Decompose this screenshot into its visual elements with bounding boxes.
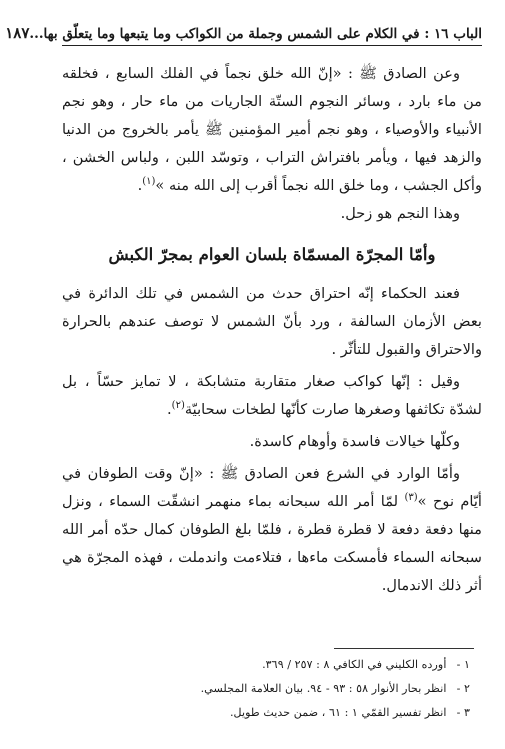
footnote-text: أورده الكليني في الكافي ٨ : ٢٥٧ / ٣٦٩. (262, 658, 447, 671)
footnote-text: انظر بحار الأنوار ٥٨ : ٩٣ - ٩٤. بيان العلامة المجلسي. (200, 682, 447, 695)
paragraph-end: . (137, 177, 143, 194)
paragraph-end: . (167, 401, 172, 418)
book-page (5, 20, 482, 732)
paragraph-sadiq-saturn (62, 60, 482, 200)
page-body (62, 60, 482, 600)
paragraph-text: وعن الصادق ﷺ : «إنّ الله خلق نجماً في الفلك السابع ، فخلقه من ماء بارد ، وسائر النجوم الستّة الجاريات من ماء حار ، وهو نجم الأنبياء والأوصياء ، وهو نجم أمير المؤمنين ﷺ يأمر بالخروج من الدنيا والزهد فيها ، ويأمر بافتراش التراب ، وتوسّد اللبن ، ولباس الخشن ، وأكل الجشب ، وما خلق الله نجماً أقرب إلى الله منه » (62, 65, 482, 194)
paragraph-philosophers: فعند الحكماء إنّه احتراق حدث من الشمس في تلك الدائرة في بعض الأزمان السالفة ، ورد بأنّ الشمس لا توصف عندهم بالحرارة والاحتراق والقبول للتأثّر . (62, 285, 482, 358)
paragraph-flood (62, 460, 482, 600)
footnote-3 (62, 701, 482, 725)
footnote-number: ٣ - (456, 706, 470, 719)
footnote-ref-3[interactable]: (٣) (404, 492, 418, 504)
header-chapter-title: الباب ١٦ : في الكلام على الشمس وجملة من الكواكب وما يتبعها وما يتعلّق بها (43, 26, 482, 42)
header-dots: ... (29, 26, 44, 42)
footnote-ref-2[interactable]: (٢) (171, 400, 185, 412)
footnote-number: ١ - (456, 658, 470, 671)
paragraph-text: وقيل : إنّها كواكب صغار متقاربة متشابكة ، لا تمايز حسّاً ، بل لشدّة تكاثفها وصغرها صارت كأنّها لطخات سحابيّة (62, 373, 482, 418)
footnotes (62, 648, 482, 725)
paragraph-text-continued: لمّا أمر الله سبحانه بماء منهمر انشقّت السماء ، ونزل منها دفعة دفعة لا قطرة قطرة ، فلمّا بلغ الطوفان كمال حدّه أمر الله سبحانه السماء فأمسكت ماءها ، فتلاءمت واندملت ، فهذه المجرّة هي أثر ذلك الاندمال. (62, 493, 482, 594)
footnote-number: ٢ - (456, 682, 470, 695)
footnote-2 (62, 677, 482, 701)
section-heading-milky-way: وأمّا المجرّة المسمّاة بلسان العوام بمجرّ الكبش (108, 245, 436, 264)
paragraph-false-notions: وكلّها خيالات فاسدة وأوهام كاسدة. (249, 433, 460, 450)
footnote-text: انظر تفسير القمّي ١ : ٦١ ، ضمن حديث طويل. (229, 706, 447, 719)
paragraph-stars-cluster (62, 368, 482, 424)
footnote-ref-1[interactable]: (١) (142, 176, 156, 188)
page-number: ١٨٧ (5, 24, 30, 42)
paragraph-saturn: وهذا النجم هو زحل. (340, 205, 460, 222)
running-header (5, 20, 482, 46)
paragraph-text: وأمّا الوارد في الشرع فعن الصادق ﷺ : «إنّ وقت الطوفان في أيّام نوح » (62, 465, 482, 510)
footnote-1 (62, 653, 482, 677)
footnote-divider (334, 648, 474, 649)
